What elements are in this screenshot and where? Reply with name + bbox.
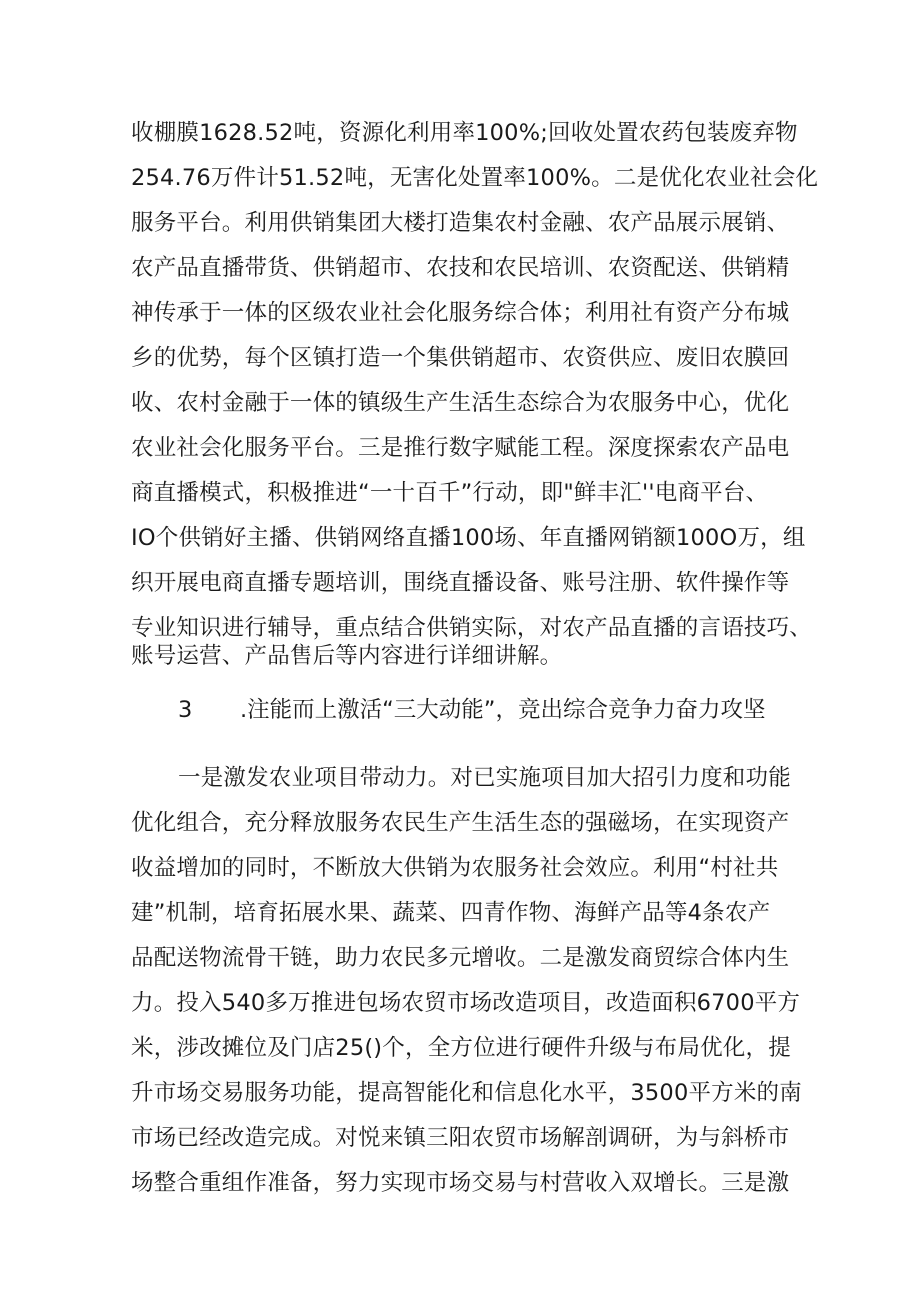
text-line: 账号运营、产品售后等内容进行详细讲解。 — [131, 643, 563, 669]
text-line: 农业社会化服务平台。三是推行数字赋能工程。深度探索农产品电 — [131, 435, 790, 461]
text-line: 一是激发农业项目带动力。对已实施项目加大招引力度和功能 — [178, 765, 791, 791]
text-line: 神传承于一体的区级农业社会化服务综合体；利用社有资产分布城 — [131, 300, 790, 326]
text-line: 优化组合，充分释放服务农民生产生活生态的强磁场，在实现资产 — [131, 810, 790, 836]
text-line: 品配送物流骨干链，助力农民多元增收。二是激发商贸综合体内生 — [131, 945, 790, 971]
text-line: 农产品直播带货、供销超市、农技和农民培训、农资配送、供销精 — [131, 255, 790, 281]
section-title: .注能而上激活“三大动能”，竞出综合竞争力奋力攻坚 — [240, 697, 766, 723]
text-line: 收、农村金融于一体的镇级生产生活生态综合为农服务中心，优化 — [131, 390, 790, 416]
text-line: 254.76万件计51.52吨，无害化处置率100%。二是优化农业社会化 — [131, 165, 819, 191]
text-line: 力。投入540多万推进包场农贸市场改造项目，改造面积6700平方 — [131, 990, 801, 1016]
text-line: 织开展电商直播专题培训，围绕直播设备、账号注册、软件操作等 — [131, 570, 790, 596]
text-line: 服务平台。利用供销集团大楼打造集农村金融、农产品展示展销、 — [131, 210, 790, 236]
text-line: 乡的优势，每个区镇打造一个集供销超市、农资供应、废旧农膜回 — [131, 345, 790, 371]
text-line: 商直播模式，积极推进“一十百千”行动，即"鲜丰汇''电商平台、 — [131, 480, 769, 506]
text-line: 米，涉改摊位及门店25()个，全方位进行硬件升级与布局优化，提 — [131, 1035, 791, 1061]
text-line: 升市场交易服务功能，提高智能化和信息化水平，3500平方米的南 — [131, 1080, 802, 1106]
text-line: IO个供销好主播、供销网络直播100场、年直播网销额100O万，组 — [131, 525, 806, 551]
text-line: 收益增加的同时，不断放大供销为农服务社会效应。利用“村社共 — [131, 855, 779, 881]
text-line: 场整合重组作准备，努力实现市场交易与村营收入双增长。三是激 — [131, 1170, 790, 1196]
text-line: 建”机制，培育拓展水果、蔬菜、四青作物、海鲜产品等4条农产 — [131, 900, 771, 926]
section-number: 3 — [178, 697, 193, 723]
text-line: 专业知识进行辅导，重点结合供销实际，对农产品直播的言语技巧、 — [131, 615, 813, 641]
text-line: 市场已经改造完成。对悦来镇三阳农贸市场解剖调研，为与斜桥市 — [131, 1125, 790, 1151]
text-line: 收棚膜1628.52吨，资源化利用率100%;回收处置农药包装废弃物 — [131, 120, 798, 146]
